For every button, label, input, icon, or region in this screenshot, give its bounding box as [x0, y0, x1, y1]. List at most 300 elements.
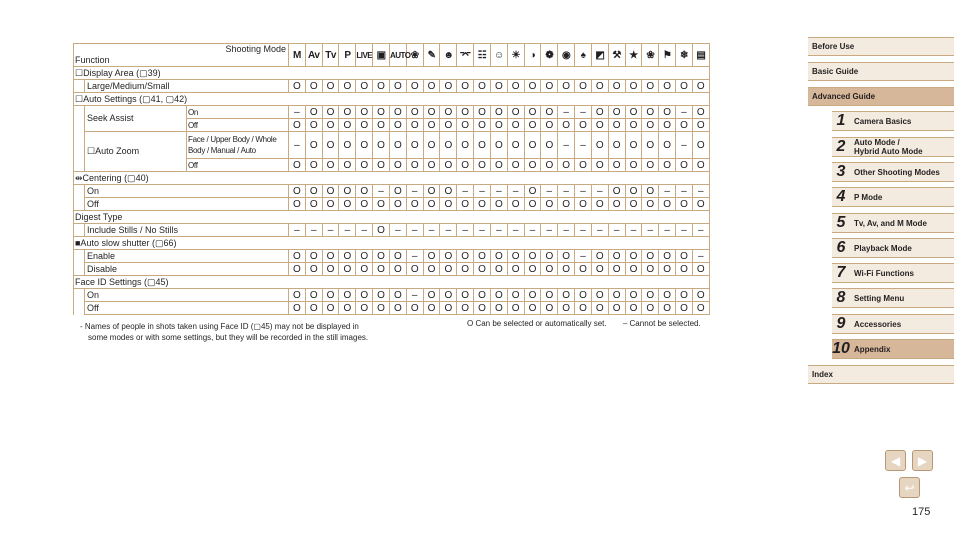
availability-cell: O: [608, 263, 625, 276]
availability-cell: O: [591, 263, 608, 276]
return-button[interactable]: [899, 477, 920, 498]
availability-cell: O: [356, 263, 373, 276]
availability-cell: O: [356, 159, 373, 172]
availability-cell: –: [406, 289, 423, 302]
availability-cell: O: [591, 198, 608, 211]
availability-cell: O: [524, 132, 541, 159]
availability-cell: O: [305, 302, 322, 315]
nav-advanced-guide-label: Advanced Guide: [812, 92, 876, 101]
availability-cell: –: [289, 132, 306, 159]
legend: [467, 319, 715, 328]
availability-cell: O: [558, 119, 575, 132]
next-page-button[interactable]: [912, 450, 933, 471]
availability-cell: O: [474, 159, 491, 172]
availability-cell: O: [608, 119, 625, 132]
availability-cell: –: [339, 224, 356, 237]
availability-cell: O: [289, 263, 306, 276]
availability-cell: O: [373, 106, 390, 119]
table-row: [74, 276, 710, 289]
prev-icon: ◀: [890, 453, 901, 468]
table-row: [74, 172, 710, 185]
mode-icon: P: [339, 44, 356, 67]
availability-cell: –: [507, 224, 524, 237]
mode-icon: ❀: [642, 44, 659, 67]
availability-cell: O: [474, 106, 491, 119]
availability-cell: O: [322, 289, 339, 302]
indent-cell: [74, 263, 85, 276]
availability-cell: O: [608, 159, 625, 172]
availability-cell: O: [457, 289, 474, 302]
availability-cell: O: [440, 80, 457, 93]
chapter-1[interactable]: [832, 111, 954, 131]
chapter-label: Setting Menu: [854, 293, 905, 303]
availability-cell: O: [541, 80, 558, 93]
availability-cell: O: [305, 263, 322, 276]
option-label: On: [187, 106, 289, 119]
availability-cell: O: [474, 250, 491, 263]
availability-cell: –: [406, 224, 423, 237]
header-shooting-mode: Shooting Mode: [225, 44, 286, 54]
availability-cell: O: [440, 250, 457, 263]
availability-cell: O: [457, 132, 474, 159]
availability-cell: O: [541, 289, 558, 302]
chapter-number: 8: [836, 289, 846, 306]
availability-cell: –: [541, 224, 558, 237]
availability-cell: O: [440, 302, 457, 315]
option-label: Large/Medium/Small: [85, 80, 289, 93]
table-row: [74, 224, 710, 237]
availability-cell: O: [608, 250, 625, 263]
availability-cell: O: [642, 302, 659, 315]
availability-cell: O: [625, 159, 642, 172]
chapter-label: Wi-Fi Functions: [854, 268, 914, 278]
mode-icon: ❁: [541, 44, 558, 67]
availability-cell: O: [608, 80, 625, 93]
chapter-5[interactable]: [832, 213, 954, 233]
chapter-label: Accessories: [854, 319, 902, 329]
availability-cell: O: [423, 250, 440, 263]
mode-icon: ✎: [423, 44, 440, 67]
availability-cell: O: [457, 159, 474, 172]
availability-cell: –: [692, 185, 709, 198]
availability-cell: O: [339, 289, 356, 302]
availability-cell: –: [356, 224, 373, 237]
availability-cell: O: [339, 250, 356, 263]
chapter-7[interactable]: [832, 263, 954, 283]
availability-cell: O: [524, 80, 541, 93]
availability-cell: O: [642, 263, 659, 276]
availability-cell: O: [642, 289, 659, 302]
availability-cell: O: [490, 106, 507, 119]
availability-cell: –: [490, 185, 507, 198]
indent-cell: [74, 289, 85, 302]
availability-cell: O: [339, 119, 356, 132]
availability-cell: O: [423, 80, 440, 93]
availability-cell: O: [692, 80, 709, 93]
availability-cell: O: [474, 263, 491, 276]
table-row: [74, 67, 710, 80]
availability-cell: O: [524, 289, 541, 302]
availability-cell: O: [339, 106, 356, 119]
availability-cell: O: [490, 302, 507, 315]
availability-cell: O: [457, 302, 474, 315]
availability-cell: –: [591, 224, 608, 237]
availability-cell: O: [575, 289, 592, 302]
availability-cell: O: [575, 263, 592, 276]
availability-cell: O: [322, 198, 339, 211]
availability-cell: O: [322, 250, 339, 263]
availability-cell: O: [305, 132, 322, 159]
availability-cell: O: [591, 250, 608, 263]
availability-cell: O: [625, 185, 642, 198]
nav-index-label: Index: [812, 370, 833, 379]
availability-cell: –: [457, 224, 474, 237]
availability-cell: O: [406, 80, 423, 93]
availability-cell: O: [389, 132, 406, 159]
section-label: Face ID Settings (▢45): [74, 276, 710, 289]
availability-cell: O: [305, 185, 322, 198]
availability-cell: O: [625, 302, 642, 315]
availability-cell: O: [356, 289, 373, 302]
availability-cell: O: [322, 185, 339, 198]
chapter-label: P Mode: [854, 192, 883, 202]
availability-cell: O: [423, 302, 440, 315]
section-label: ⇹Centering (▢40): [74, 172, 710, 185]
availability-cell: O: [406, 132, 423, 159]
nav-before-use[interactable]: [808, 37, 954, 56]
mode-icon: ☺: [490, 44, 507, 67]
availability-cell: O: [305, 198, 322, 211]
availability-cell: O: [608, 302, 625, 315]
availability-cell: –: [289, 106, 306, 119]
availability-cell: O: [289, 80, 306, 93]
table-row: [74, 211, 710, 224]
availability-cell: O: [575, 119, 592, 132]
availability-cell: O: [305, 159, 322, 172]
availability-cell: O: [659, 132, 676, 159]
header-function: Function: [75, 55, 110, 65]
availability-cell: O: [457, 80, 474, 93]
availability-cell: –: [423, 224, 440, 237]
availability-cell: O: [423, 263, 440, 276]
option-label: Off: [187, 119, 289, 132]
availability-cell: –: [575, 224, 592, 237]
page-number: 175: [912, 506, 931, 518]
availability-cell: O: [423, 132, 440, 159]
availability-cell: –: [373, 185, 390, 198]
availability-cell: O: [406, 159, 423, 172]
availability-cell: O: [440, 132, 457, 159]
availability-cell: O: [541, 132, 558, 159]
chapter-8[interactable]: [832, 288, 954, 308]
availability-cell: O: [289, 289, 306, 302]
chapter-6[interactable]: [832, 238, 954, 258]
availability-cell: O: [507, 159, 524, 172]
mode-icon: ▤: [692, 44, 709, 67]
availability-cell: O: [541, 159, 558, 172]
table-row: [74, 289, 710, 302]
availability-cell: O: [322, 80, 339, 93]
availability-cell: O: [389, 289, 406, 302]
availability-cell: O: [490, 119, 507, 132]
option-label: Include Stills / No Stills: [85, 224, 289, 237]
availability-cell: O: [558, 159, 575, 172]
availability-cell: O: [558, 302, 575, 315]
mode-icon: ⌤: [457, 44, 474, 67]
availability-cell: O: [490, 198, 507, 211]
availability-cell: O: [642, 132, 659, 159]
return-icon: ↩: [904, 480, 915, 495]
availability-cell: O: [339, 185, 356, 198]
indent-cell: [74, 302, 85, 315]
chapter-2[interactable]: [832, 137, 954, 157]
table-row: [74, 80, 710, 93]
availability-cell: –: [541, 185, 558, 198]
chapter-label: Playback Mode: [854, 243, 912, 253]
option-label: On: [85, 185, 289, 198]
availability-cell: O: [676, 80, 693, 93]
mode-icon: ☻: [440, 44, 457, 67]
availability-cell: O: [692, 119, 709, 132]
availability-cell: O: [524, 119, 541, 132]
availability-cell: O: [541, 198, 558, 211]
availability-cell: O: [356, 106, 373, 119]
availability-cell: O: [625, 132, 642, 159]
mode-icon: Tv: [322, 44, 339, 67]
availability-cell: O: [625, 198, 642, 211]
chapter-number: 5: [836, 214, 846, 231]
availability-cell: O: [356, 119, 373, 132]
availability-cell: O: [373, 198, 390, 211]
availability-cell: O: [305, 289, 322, 302]
availability-cell: O: [558, 198, 575, 211]
availability-cell: –: [305, 224, 322, 237]
footnote-line-2: some modes or with some settings, but they will be recorded in the still images.: [88, 333, 369, 342]
indent-cell: [74, 132, 85, 159]
availability-cell: O: [608, 198, 625, 211]
availability-cell: O: [676, 159, 693, 172]
availability-cell: O: [490, 80, 507, 93]
indent-cell: [74, 185, 85, 198]
availability-cell: O: [289, 185, 306, 198]
availability-cell: O: [389, 263, 406, 276]
availability-cell: O: [541, 106, 558, 119]
availability-cell: O: [524, 302, 541, 315]
nav-index[interactable]: [808, 365, 954, 384]
mode-icon: M: [289, 44, 306, 67]
availability-cell: O: [389, 159, 406, 172]
availability-cell: O: [642, 80, 659, 93]
indent-cell: [74, 106, 85, 119]
availability-cell: O: [575, 159, 592, 172]
availability-cell: O: [558, 263, 575, 276]
table-row: [74, 250, 710, 263]
availability-cell: O: [474, 302, 491, 315]
nav-advanced-guide[interactable]: [808, 87, 954, 106]
availability-cell: O: [406, 263, 423, 276]
availability-cell: –: [575, 106, 592, 119]
availability-cell: O: [490, 159, 507, 172]
mode-icon: ★: [625, 44, 642, 67]
availability-cell: O: [322, 302, 339, 315]
availability-cell: O: [440, 119, 457, 132]
mode-icon: LIVE: [356, 44, 373, 67]
availability-cell: O: [289, 302, 306, 315]
availability-cell: O: [289, 198, 306, 211]
chapter-number: 6: [836, 239, 846, 256]
availability-cell: O: [524, 106, 541, 119]
availability-cell: –: [608, 224, 625, 237]
availability-cell: –: [289, 224, 306, 237]
availability-cell: O: [625, 119, 642, 132]
availability-cell: O: [373, 289, 390, 302]
availability-cell: O: [490, 289, 507, 302]
mode-icon: ◩: [591, 44, 608, 67]
availability-cell: O: [457, 263, 474, 276]
table-row: [74, 302, 710, 315]
availability-cell: O: [474, 119, 491, 132]
availability-cell: –: [322, 224, 339, 237]
availability-cell: O: [440, 106, 457, 119]
availability-cell: O: [322, 119, 339, 132]
mode-icon: ❄: [676, 44, 693, 67]
availability-cell: O: [507, 132, 524, 159]
footnote: [80, 321, 368, 343]
availability-cell: O: [423, 119, 440, 132]
availability-cell: O: [591, 119, 608, 132]
availability-cell: –: [524, 224, 541, 237]
table-row: [74, 198, 710, 211]
table-row: [74, 263, 710, 276]
availability-cell: –: [676, 106, 693, 119]
availability-cell: O: [659, 198, 676, 211]
chapter-4[interactable]: [832, 187, 954, 207]
availability-cell: O: [373, 302, 390, 315]
chapter-10[interactable]: [832, 339, 954, 359]
function-availability-table: [73, 43, 710, 315]
availability-cell: –: [558, 106, 575, 119]
availability-cell: O: [356, 250, 373, 263]
availability-cell: O: [322, 159, 339, 172]
availability-cell: O: [406, 106, 423, 119]
availability-cell: O: [305, 106, 322, 119]
availability-cell: O: [423, 106, 440, 119]
availability-cell: O: [356, 132, 373, 159]
availability-cell: O: [507, 106, 524, 119]
option-label: On: [85, 289, 289, 302]
option-label: Off: [85, 198, 289, 211]
table-row: [74, 93, 710, 106]
availability-cell: O: [524, 185, 541, 198]
availability-cell: O: [591, 80, 608, 93]
availability-cell: O: [558, 289, 575, 302]
availability-cell: O: [608, 132, 625, 159]
availability-cell: O: [591, 302, 608, 315]
availability-cell: O: [474, 132, 491, 159]
availability-cell: O: [507, 80, 524, 93]
availability-cell: O: [406, 302, 423, 315]
indent-cell: [74, 119, 85, 132]
chapter-number: 4: [836, 188, 846, 205]
availability-cell: O: [423, 159, 440, 172]
chapter-number: 2: [836, 138, 846, 155]
availability-cell: –: [474, 224, 491, 237]
availability-cell: –: [457, 185, 474, 198]
availability-cell: O: [339, 159, 356, 172]
availability-cell: O: [541, 119, 558, 132]
availability-cell: O: [575, 302, 592, 315]
availability-cell: O: [289, 119, 306, 132]
availability-cell: O: [692, 159, 709, 172]
availability-cell: –: [406, 250, 423, 263]
availability-cell: O: [457, 106, 474, 119]
table-row: [74, 237, 710, 250]
availability-cell: O: [659, 263, 676, 276]
availability-cell: O: [692, 106, 709, 119]
availability-cell: O: [659, 250, 676, 263]
option-label: Off: [187, 159, 289, 172]
availability-cell: O: [339, 263, 356, 276]
mode-icon: ♠: [575, 44, 592, 67]
mode-icon: ⚒: [608, 44, 625, 67]
mode-icon: ⚑: [659, 44, 676, 67]
availability-cell: O: [676, 198, 693, 211]
availability-cell: O: [373, 224, 390, 237]
availability-cell: O: [524, 198, 541, 211]
mode-icon: ☷: [474, 44, 491, 67]
availability-cell: O: [659, 119, 676, 132]
availability-cell: O: [457, 119, 474, 132]
availability-cell: O: [625, 80, 642, 93]
nav-before-use-label: Before Use: [812, 42, 855, 51]
prev-page-button[interactable]: [885, 450, 906, 471]
availability-cell: O: [507, 119, 524, 132]
option-label: Face / Upper Body / Whole Body / Manual / Auto: [187, 132, 289, 159]
availability-cell: O: [524, 250, 541, 263]
availability-cell: O: [423, 185, 440, 198]
availability-cell: –: [406, 185, 423, 198]
chapter-label: Other Shooting Modes: [854, 167, 940, 177]
availability-cell: O: [389, 119, 406, 132]
nav-basic-guide[interactable]: [808, 62, 954, 81]
section-label: ☐Auto Settings (▢41, ▢42): [74, 93, 710, 106]
availability-cell: O: [591, 106, 608, 119]
availability-cell: O: [356, 80, 373, 93]
availability-cell: O: [625, 289, 642, 302]
mode-icon: ◑: [524, 44, 541, 67]
availability-cell: O: [558, 250, 575, 263]
availability-cell: O: [322, 263, 339, 276]
availability-cell: O: [524, 159, 541, 172]
availability-cell: O: [305, 80, 322, 93]
availability-cell: O: [507, 198, 524, 211]
availability-cell: O: [373, 250, 390, 263]
availability-cell: O: [339, 198, 356, 211]
availability-cell: O: [659, 159, 676, 172]
option-label: Off: [85, 302, 289, 315]
availability-cell: O: [591, 159, 608, 172]
availability-cell: O: [322, 132, 339, 159]
availability-cell: O: [608, 106, 625, 119]
chapter-9[interactable]: [832, 314, 954, 334]
mode-icon: ▣: [373, 44, 390, 67]
availability-cell: O: [339, 80, 356, 93]
chapter-3[interactable]: [832, 162, 954, 182]
indent-cell: [74, 224, 85, 237]
availability-cell: O: [659, 106, 676, 119]
availability-cell: O: [591, 132, 608, 159]
availability-cell: O: [659, 80, 676, 93]
